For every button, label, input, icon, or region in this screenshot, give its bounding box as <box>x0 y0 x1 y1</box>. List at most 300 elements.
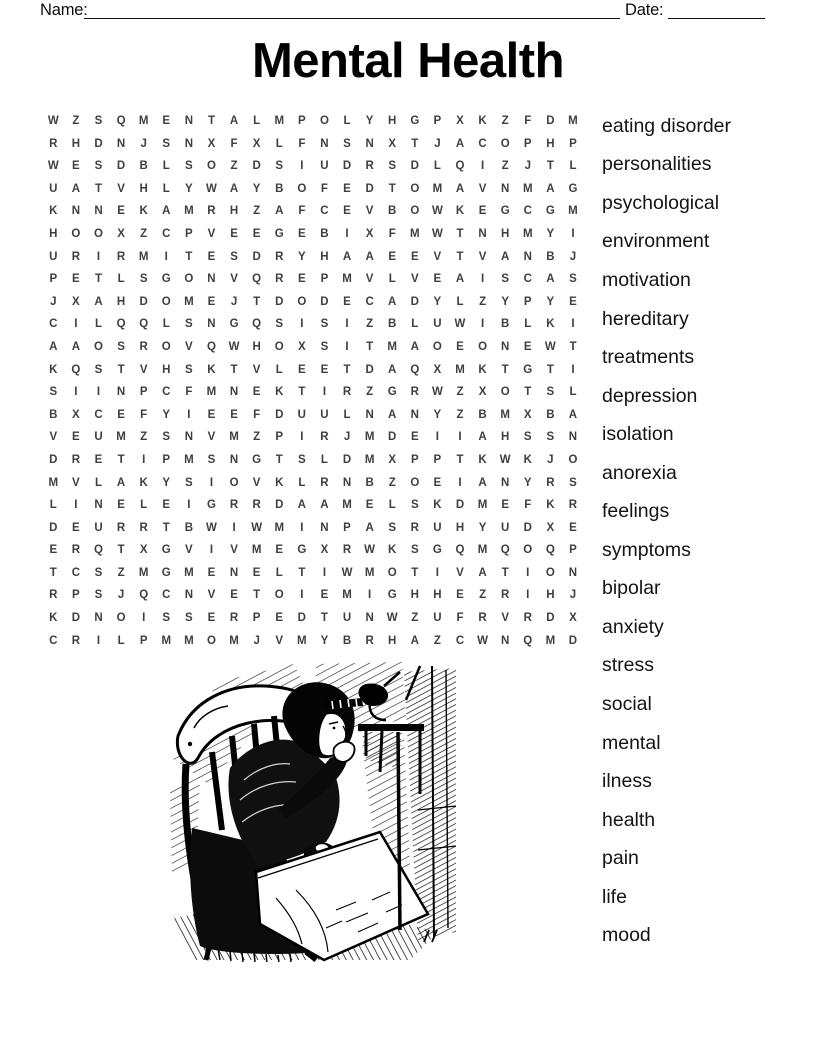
grid-cell-letter: I <box>96 250 101 263</box>
grid-cell-letter: W <box>206 521 217 534</box>
grid-cell-letter: Y <box>433 408 442 421</box>
grid-cell-letter: R <box>546 476 555 489</box>
grid-cell-letter: S <box>207 453 216 466</box>
grid-cell-letter: C <box>455 634 465 647</box>
grid-cell-letter: M <box>342 499 352 512</box>
grid-cell-letter: T <box>185 250 193 263</box>
grid-cell-letter: Q <box>410 363 420 376</box>
grid-cell-letter: U <box>49 182 58 195</box>
grid-cell-letter: Q <box>139 589 149 602</box>
word-list-item: ilness <box>602 770 652 793</box>
grid-cell-letter: E <box>207 612 216 625</box>
grid-cell-letter: R <box>116 521 126 534</box>
grid-cell-letter: A <box>546 182 555 195</box>
grid-cell-letter: O <box>410 182 420 195</box>
grid-cell-letter: K <box>433 499 442 512</box>
grid-cell-letter: W <box>364 544 376 557</box>
grid-cell-letter: B <box>546 408 555 421</box>
grid-cell-letter: T <box>298 566 306 579</box>
grid-cell-letter: I <box>74 318 78 331</box>
grid-cell-letter: K <box>478 115 487 127</box>
grid-cell-letter: A <box>162 205 171 218</box>
grid-cell-letter: A <box>49 340 58 353</box>
grid-cell-letter: E <box>297 273 306 286</box>
grid-cell-letter: U <box>94 431 103 444</box>
grid-cell-letter: R <box>49 137 58 150</box>
grid-cell-letter: C <box>162 589 171 602</box>
grid-cell-letter: D <box>410 160 419 173</box>
grid-row <box>42 110 584 133</box>
grid-row <box>42 426 584 449</box>
grid-cell-letter: V <box>252 476 261 489</box>
grid-cell-letter: Q <box>523 634 533 647</box>
grid-cell-letter: W <box>206 182 217 195</box>
grid-cell-letter: W <box>454 318 466 331</box>
grid-cell-letter: B <box>275 182 284 195</box>
grid-cell-letter: N <box>320 137 329 150</box>
grid-cell-letter: P <box>569 544 577 557</box>
grid-cell-letter: Q <box>252 273 262 286</box>
grid-cell-letter: E <box>117 205 125 218</box>
grid-cell-letter: E <box>433 476 442 489</box>
grid-cell-letter: M <box>184 566 194 579</box>
grid-cell-letter: F <box>298 137 306 150</box>
grid-cell-letter: U <box>433 612 442 625</box>
grid-cell-letter: L <box>162 160 170 173</box>
grid-cell-letter: R <box>139 521 148 534</box>
grid-cell-letter: T <box>117 453 125 466</box>
puzzle-title: Mental Health <box>251 34 565 88</box>
grid-cell-letter: N <box>365 137 374 150</box>
grid-cell-letter: N <box>71 205 81 218</box>
grid-cell-letter: V <box>72 476 80 489</box>
date-label: Date: <box>625 1 664 19</box>
grid-cell-letter: Z <box>501 115 509 127</box>
grid-cell-letter: I <box>345 318 349 331</box>
grid-cell-letter: S <box>185 612 193 625</box>
grid-cell-letter: Y <box>523 476 532 489</box>
grid-cell-letter: T <box>298 386 306 399</box>
grid-cell-letter: V <box>410 273 419 286</box>
grid-cell-letter: W <box>47 160 59 173</box>
grid-cell-letter: R <box>275 250 284 263</box>
grid-cell-letter: A <box>94 295 103 308</box>
grid-cell-letter: Q <box>545 544 555 557</box>
grid-row <box>42 381 584 404</box>
grid-cell-letter: A <box>365 521 374 534</box>
grid-cell-letter: T <box>275 453 283 466</box>
grid-cell-letter: K <box>478 453 487 466</box>
grid-cell-letter: I <box>209 476 214 489</box>
grid-cell-letter: I <box>142 453 146 466</box>
grid-cell-letter: E <box>433 273 442 286</box>
grid-cell-letter: M <box>455 363 465 376</box>
grid-cell-letter: Y <box>546 295 555 308</box>
grid-cell-letter: E <box>523 340 532 353</box>
grid-cell-letter: Z <box>253 205 261 218</box>
grid-cell-letter: M <box>184 205 194 218</box>
grid-cell-letter: M <box>161 634 172 647</box>
grid-cell-letter: F <box>253 408 261 421</box>
grid-cell-letter: N <box>207 273 216 286</box>
grid-cell-letter: R <box>410 386 419 399</box>
grid-cell-letter: I <box>300 589 304 602</box>
grid-cell-letter: A <box>568 408 578 421</box>
grid-cell-letter: M <box>477 499 488 512</box>
grid-cell-letter: N <box>116 137 126 150</box>
grid-cell-letter: I <box>435 566 439 579</box>
grid-cell-letter: X <box>320 544 329 557</box>
grid-cell-letter: G <box>432 544 442 557</box>
grid-row <box>42 223 584 246</box>
grid-cell-letter: C <box>478 137 487 150</box>
grid-cell-letter: D <box>139 295 148 308</box>
grid-cell-letter: N <box>229 386 239 399</box>
grid-cell-letter: T <box>411 566 419 579</box>
grid-cell-letter: N <box>501 476 510 489</box>
grid-cell-letter: A <box>388 363 397 376</box>
grid-cell-letter: C <box>523 273 532 286</box>
grid-cell-letter: M <box>568 205 578 218</box>
grid-cell-letter: Q <box>500 544 510 557</box>
word-search-grid <box>42 110 584 652</box>
grid-cell-letter: J <box>117 589 125 602</box>
grid-cell-letter: R <box>478 612 487 625</box>
grid-cell-letter: S <box>94 115 103 127</box>
grid-cell-letter: L <box>94 318 102 331</box>
grid-cell-letter: I <box>458 476 462 489</box>
grid-cell-letter: Q <box>455 160 465 173</box>
grid-cell-letter: T <box>320 612 328 625</box>
grid-cell-letter: D <box>546 115 555 127</box>
grid-cell-letter: Y <box>252 182 261 195</box>
word-list-item: symptoms <box>602 538 691 561</box>
grid-cell-letter: O <box>71 227 81 240</box>
grid-cell-letter: S <box>162 137 171 150</box>
grid-cell-letter: L <box>94 476 102 489</box>
grid-cell-letter: N <box>207 318 216 331</box>
grid-cell-letter: C <box>49 318 58 331</box>
grid-cell-letter: A <box>478 566 487 579</box>
grid-cell-letter: D <box>410 295 419 308</box>
grid-cell-letter: B <box>478 408 487 421</box>
grid-cell-letter: T <box>456 227 464 240</box>
grid-cell-letter: A <box>388 408 397 421</box>
grid-row <box>42 404 584 427</box>
word-list-item: bipolar <box>602 577 661 600</box>
grid-cell-letter: R <box>342 386 352 399</box>
grid-cell-letter: W <box>477 634 488 647</box>
word-list-item: mood <box>602 924 651 947</box>
grid-cell-letter: Y <box>185 182 193 195</box>
grid-cell-letter: N <box>365 408 374 421</box>
grid-cell-letter: R <box>139 340 148 353</box>
grid-cell-letter: Z <box>479 589 487 602</box>
grid-cell-letter: S <box>546 386 555 399</box>
grid-cell-letter: N <box>342 476 352 489</box>
word-list-item: treatments <box>602 346 695 369</box>
grid-cell-letter: A <box>455 137 465 150</box>
grid-cell-letter: I <box>458 431 462 444</box>
grid-cell-letter: N <box>568 566 578 579</box>
grid-cell-letter: K <box>388 544 397 557</box>
grid-cell-letter: T <box>366 340 374 353</box>
grid-cell-letter: M <box>274 521 285 534</box>
grid-cell-letter: H <box>116 295 126 308</box>
grid-cell-letter: L <box>253 115 261 127</box>
grid-cell-letter: S <box>139 273 148 286</box>
grid-cell-letter: I <box>96 386 101 399</box>
grid-cell-letter: W <box>341 566 353 579</box>
word-list <box>602 107 731 955</box>
grid-cell-letter: K <box>523 453 532 466</box>
grid-cell-letter: Z <box>388 476 396 489</box>
grid-cell-letter: Y <box>320 634 329 647</box>
grid-cell-letter: H <box>388 115 397 127</box>
grid-cell-letter: A <box>71 182 81 195</box>
grid-cell-letter: S <box>297 453 306 466</box>
word-list-item: psychological <box>602 191 720 214</box>
grid-cell-letter: O <box>229 476 239 489</box>
grid-cell-letter: B <box>320 227 329 240</box>
grid-cell-letter: A <box>71 340 81 353</box>
grid-cell-letter: N <box>478 227 487 240</box>
grid-cell-letter: P <box>139 386 148 399</box>
grid-cell-letter: J <box>50 295 57 308</box>
grid-cell-letter: P <box>162 453 171 466</box>
grid-cell-letter: V <box>456 566 464 579</box>
grid-cell-letter: M <box>48 476 59 489</box>
grid-cell-letter: O <box>387 566 397 579</box>
grid-cell-letter: A <box>455 182 465 195</box>
grid-cell-letter: D <box>49 453 58 466</box>
grid-row <box>42 155 584 178</box>
grid-row <box>42 584 584 607</box>
grid-cell-letter: M <box>184 453 194 466</box>
grid-cell-letter: N <box>501 182 510 195</box>
grid-cell-letter: Z <box>140 227 148 240</box>
grid-cell-letter: I <box>300 318 304 331</box>
grid-cell-letter: K <box>478 363 487 376</box>
grid-cell-letter: J <box>569 250 577 263</box>
grid-cell-letter: X <box>456 115 464 127</box>
grid-cell-letter: L <box>162 318 170 331</box>
grid-cell-letter: M <box>364 566 375 579</box>
grid-cell-letter: R <box>365 160 374 173</box>
grid-cell-letter: A <box>546 273 555 286</box>
grid-cell-letter: N <box>94 612 103 625</box>
grid-cell-letter: O <box>274 589 284 602</box>
grid-cell-letter: X <box>569 612 577 625</box>
grid-cell-letter: X <box>523 408 532 421</box>
grid-row <box>42 517 584 540</box>
grid-row <box>42 268 584 291</box>
grid-cell-letter: G <box>274 227 284 240</box>
grid-cell-letter: E <box>410 431 419 444</box>
grid-cell-letter: D <box>94 137 103 150</box>
grid-cell-letter: M <box>138 566 149 579</box>
grid-cell-letter: T <box>117 363 125 376</box>
grid-cell-letter: N <box>229 566 239 579</box>
grid-cell-letter: M <box>274 115 285 127</box>
grid-cell-letter: Q <box>206 340 216 353</box>
grid-cell-letter: S <box>320 340 329 353</box>
grid-cell-letter: E <box>343 205 351 218</box>
grid-cell-letter: A <box>275 205 284 218</box>
grid-cell-letter: Z <box>72 115 80 127</box>
grid-cell-letter: Z <box>366 318 374 331</box>
grid-cell-letter: N <box>568 431 578 444</box>
grid-cell-letter: E <box>207 566 216 579</box>
grid-cell-letter: P <box>297 115 306 127</box>
grid-row <box>42 178 584 201</box>
grid-cell-letter: S <box>410 499 419 512</box>
grid-cell-letter: A <box>297 499 306 512</box>
grid-cell-letter: R <box>71 544 81 557</box>
grid-cell-letter: S <box>410 544 419 557</box>
grid-cell-letter: T <box>546 160 554 173</box>
grid-cell-letter: K <box>49 363 58 376</box>
grid-cell-letter: M <box>432 182 443 195</box>
grid-cell-letter: Q <box>455 544 465 557</box>
grid-cell-letter: R <box>71 250 81 263</box>
grid-cell-letter: Z <box>253 431 261 444</box>
grid-cell-letter: I <box>526 566 530 579</box>
grid-cell-letter: A <box>229 182 239 195</box>
grid-cell-letter: U <box>433 521 442 534</box>
grid-cell-letter: G <box>161 273 171 286</box>
grid-cell-letter: S <box>230 250 238 263</box>
grid-cell-letter: E <box>343 295 351 308</box>
grid-cell-letter: B <box>501 318 510 331</box>
grid-cell-letter: E <box>275 544 284 557</box>
grid-cell-letter: R <box>252 499 261 512</box>
grid-cell-letter: V <box>365 205 374 218</box>
grid-cell-letter: M <box>342 273 352 286</box>
grid-cell-letter: B <box>388 318 397 331</box>
grid-cell-letter: X <box>433 363 442 376</box>
grid-cell-letter: V <box>433 250 442 263</box>
grid-cell-letter: P <box>410 453 419 466</box>
grid-cell-letter: S <box>162 612 171 625</box>
grid-cell-letter: T <box>501 363 509 376</box>
grid-cell-letter: M <box>477 544 488 557</box>
grid-cell-letter: R <box>229 499 239 512</box>
grid-cell-letter: M <box>500 408 510 421</box>
grid-cell-letter: P <box>185 227 193 240</box>
grid-cell-letter: X <box>365 227 374 240</box>
grid-cell-letter: G <box>387 589 397 602</box>
word-list-item: anorexia <box>602 461 677 484</box>
grid-cell-letter: I <box>74 499 78 512</box>
grid-cell-letter: W <box>251 521 263 534</box>
grid-cell-letter: N <box>229 453 239 466</box>
grid-cell-letter: U <box>320 408 329 421</box>
grid-cell-letter: V <box>478 250 487 263</box>
grid-cell-letter: E <box>252 227 261 240</box>
grid-row <box>42 472 584 495</box>
grid-cell-letter: O <box>410 205 420 218</box>
grid-cell-letter: E <box>478 205 487 218</box>
grid-cell-letter: E <box>297 227 306 240</box>
grid-cell-letter: N <box>501 634 510 647</box>
grid-cell-letter: L <box>456 295 464 308</box>
grid-cell-letter: F <box>185 386 193 399</box>
grid-cell-letter: V <box>139 363 148 376</box>
grid-cell-letter: A <box>501 250 510 263</box>
grid-cell-letter: A <box>410 340 419 353</box>
grid-cell-letter: T <box>456 453 464 466</box>
grid-cell-letter: C <box>71 566 81 579</box>
grid-cell-letter: T <box>207 115 215 127</box>
grid-cell-letter: V <box>230 273 238 286</box>
grid-cell-letter: T <box>569 340 577 353</box>
grid-cell-letter: X <box>546 521 555 534</box>
grid-cell-letter: P <box>139 634 148 647</box>
word-list-item: life <box>602 885 627 908</box>
grid-cell-letter: T <box>343 363 351 376</box>
grid-cell-letter: E <box>230 589 238 602</box>
grid-cell-letter: Q <box>94 544 103 557</box>
grid-cell-letter: O <box>319 115 329 127</box>
grid-cell-letter: H <box>410 589 419 602</box>
grid-cell-letter: F <box>320 182 328 195</box>
grid-cell-letter: U <box>297 408 306 421</box>
grid-cell-letter: X <box>207 137 216 150</box>
grid-cell-letter: R <box>342 544 352 557</box>
grid-cell-letter: S <box>523 431 532 444</box>
grid-cell-letter: Z <box>456 386 464 399</box>
grid-cell-letter: F <box>388 227 396 240</box>
grid-cell-letter: C <box>320 205 329 218</box>
grid-cell-letter: O <box>297 182 307 195</box>
grid-cell-letter: X <box>478 386 487 399</box>
grid-cell-letter: M <box>184 295 194 308</box>
grid-cell-letter: A <box>388 295 397 308</box>
grid-cell-letter: C <box>523 205 532 218</box>
grid-cell-letter: N <box>365 612 374 625</box>
grid-cell-letter: N <box>184 431 194 444</box>
grid-cell-letter: V <box>117 182 125 195</box>
grid-cell-letter: E <box>388 250 397 263</box>
grid-cell-letter: M <box>251 544 262 557</box>
grid-cell-letter: M <box>522 227 533 240</box>
grid-cell-letter: K <box>49 612 58 625</box>
grid-cell-letter: A <box>365 250 374 263</box>
grid-row <box>42 494 584 517</box>
grid-cell-letter: S <box>94 589 103 602</box>
grid-cell-letter: E <box>72 273 80 286</box>
grid-cell-letter: V <box>207 431 216 444</box>
grid-cell-letter: E <box>365 499 374 512</box>
grid-cell-letter: R <box>568 499 578 512</box>
grid-cell-letter: B <box>49 408 58 421</box>
grid-cell-letter: H <box>433 589 442 602</box>
grid-cell-letter: P <box>433 453 442 466</box>
grid-cell-letter: L <box>569 160 577 173</box>
grid-cell-letter: Y <box>501 295 509 308</box>
grid-cell-letter: C <box>162 386 171 399</box>
grid-cell-letter: X <box>297 340 306 353</box>
grid-cell-letter: P <box>72 589 80 602</box>
grid-cell-letter: I <box>571 363 575 376</box>
grid-cell-letter: D <box>252 250 261 263</box>
grid-cell-letter: H <box>455 521 465 534</box>
grid-cell-letter: R <box>71 453 81 466</box>
grid-cell-letter: N <box>410 408 419 421</box>
grid-cell-letter: A <box>410 634 419 647</box>
grid-cell-letter: I <box>300 160 304 173</box>
